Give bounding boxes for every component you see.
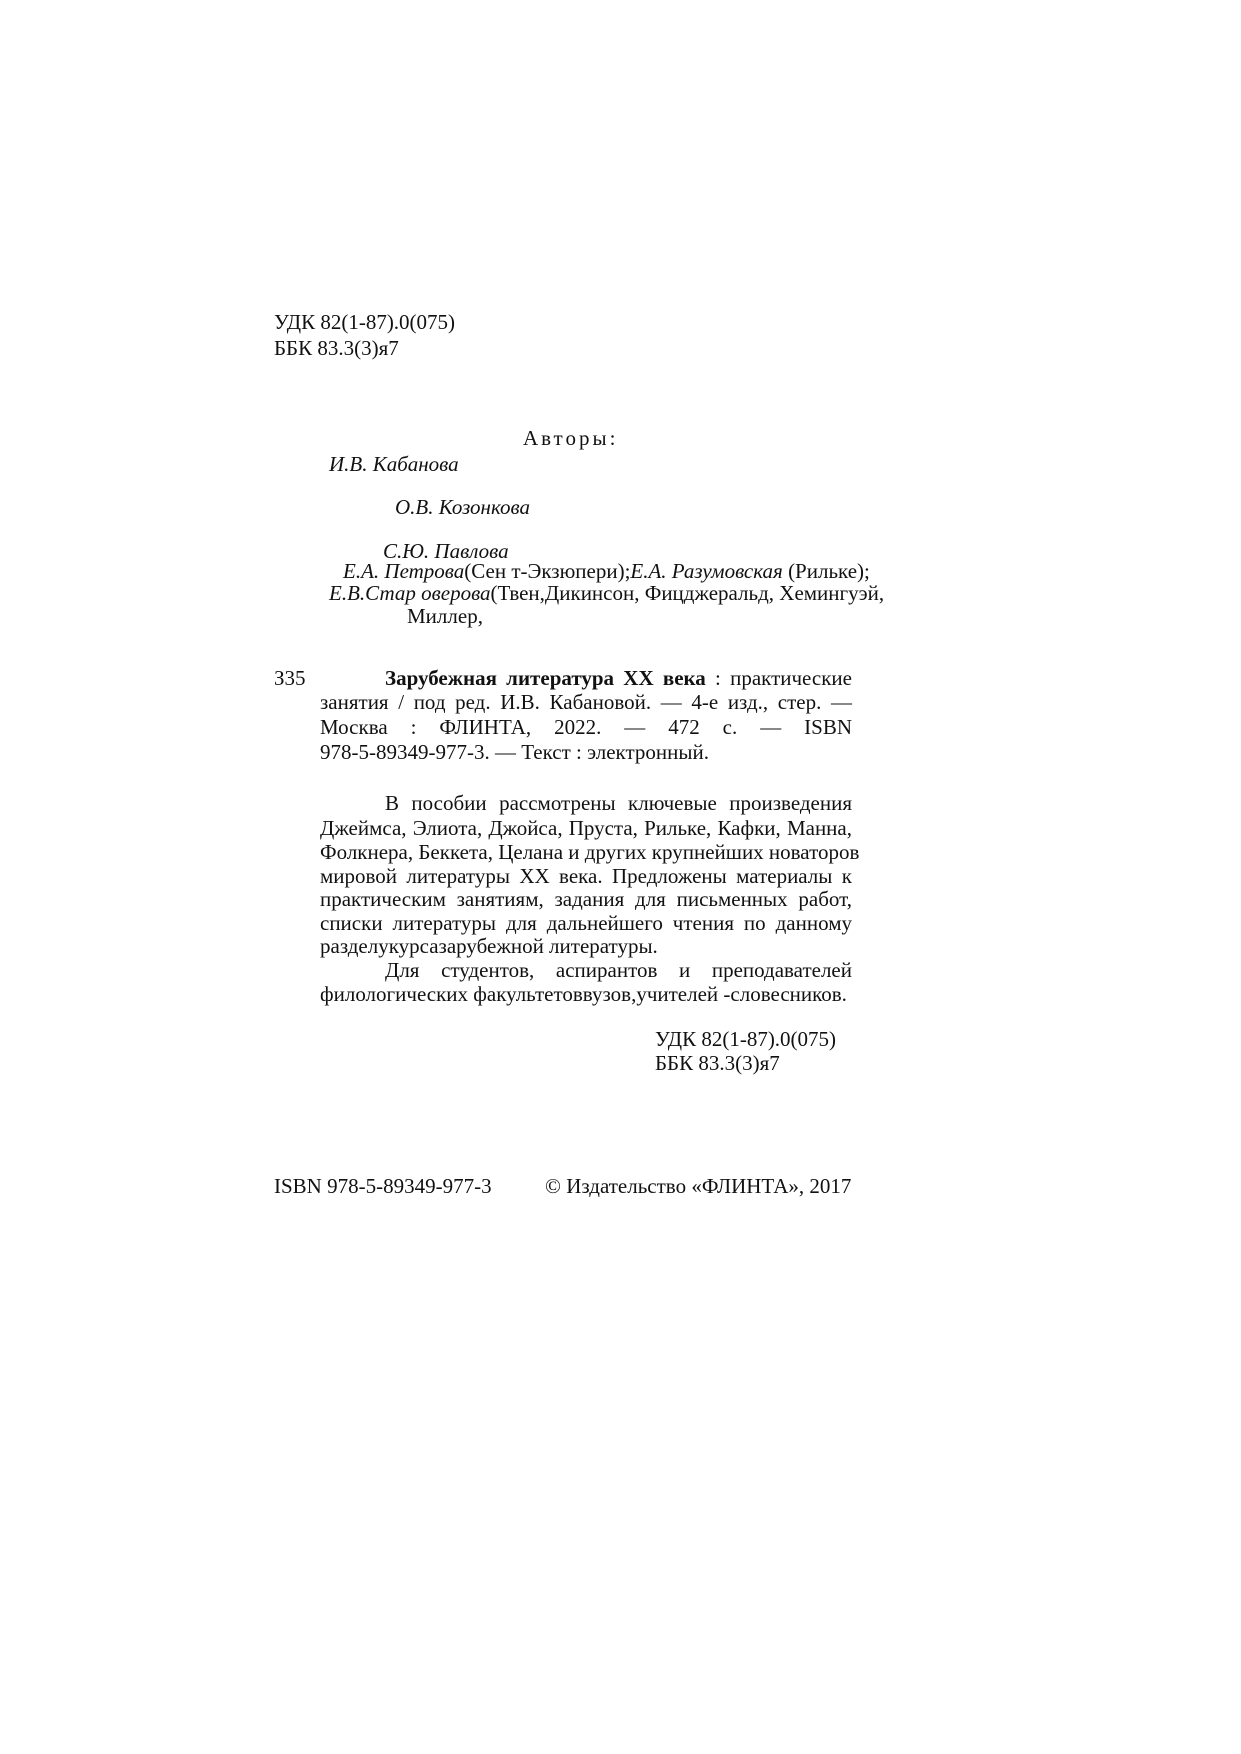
author-petrova: Е.А. Петрова (343, 559, 465, 583)
bbk-top: ББК 83.3(3)я7 (274, 336, 399, 360)
record-line-3: Москва : ФЛИНТА, 2022. — 472 с. — ISBN (320, 715, 852, 739)
record-line-1 (385, 665, 852, 691)
annotation-line-8: Для студентов, аспирантов и преподавателей (385, 958, 852, 982)
annotation-line-7: разделукурсазарубежной литературы. (320, 934, 658, 958)
author-petrova-note: (Сен т-Экзюпери); (464, 559, 631, 583)
author-kabanova: И.В. Кабанова (329, 452, 459, 476)
annotation-line-9: филологических факультетоввузов,учителей -словесников. (320, 982, 847, 1006)
record-line-2: занятия / под ред. И.В. Кабановой. — 4-е изд., стер. — (320, 690, 852, 714)
copyright: © Издательство «ФЛИНТА», 2017 (545, 1174, 852, 1198)
annotation-line-4: мировой литературы XX века. Предложены материалы к (320, 864, 852, 888)
authors-heading: Авторы: (523, 426, 619, 450)
author-staroverova: Е.В.Стар оверова (329, 581, 491, 605)
author-staroverova-cont: Миллер, (407, 604, 483, 628)
udk-top: УДК 82(1-87).0(075) (274, 310, 456, 334)
annotation-line-3: Фолкнера, Беккета, Целана и других крупнейших новаторов (320, 840, 860, 864)
annotation-line-5: практическим занятиям, задания для письменных работ, (320, 887, 852, 911)
bbk-bottom: ББК 83.3(3)я7 (655, 1051, 780, 1075)
author-kozonkova: О.В. Козонкова (395, 495, 530, 519)
annotation-line-6: списки литературы для дальнейшего чтения по данному (320, 911, 852, 935)
annotation-line-1: В пособии рассмотрены ключевые произведения (385, 791, 852, 815)
author-razumovskaya: Е.А. Разумовская (630, 559, 783, 583)
annotation-line-2: Джеймса, Элиота, Джойса, Пруста, Рильке, Кафки, Манна, (320, 816, 852, 840)
book-title: Зарубежная литература XX века (385, 666, 706, 690)
isbn: ISBN 978-5-89349-977-3 (274, 1174, 492, 1198)
author-pavlova: С.Ю. Павлова (383, 539, 509, 563)
author-razumovskaya-note: (Рильке); (782, 559, 870, 583)
record-code: З35 (274, 666, 306, 690)
author-staroverova-note: (Твен,Дикинсон, Фицджеральд, Хемингуэй, (490, 581, 885, 605)
udk-bottom: УДК 82(1-87).0(075) (655, 1027, 837, 1051)
record-line-1-rest: : практические (705, 666, 852, 690)
record-line-4: 978-5-89349-977-3. — Текст : электронный. (320, 740, 709, 764)
